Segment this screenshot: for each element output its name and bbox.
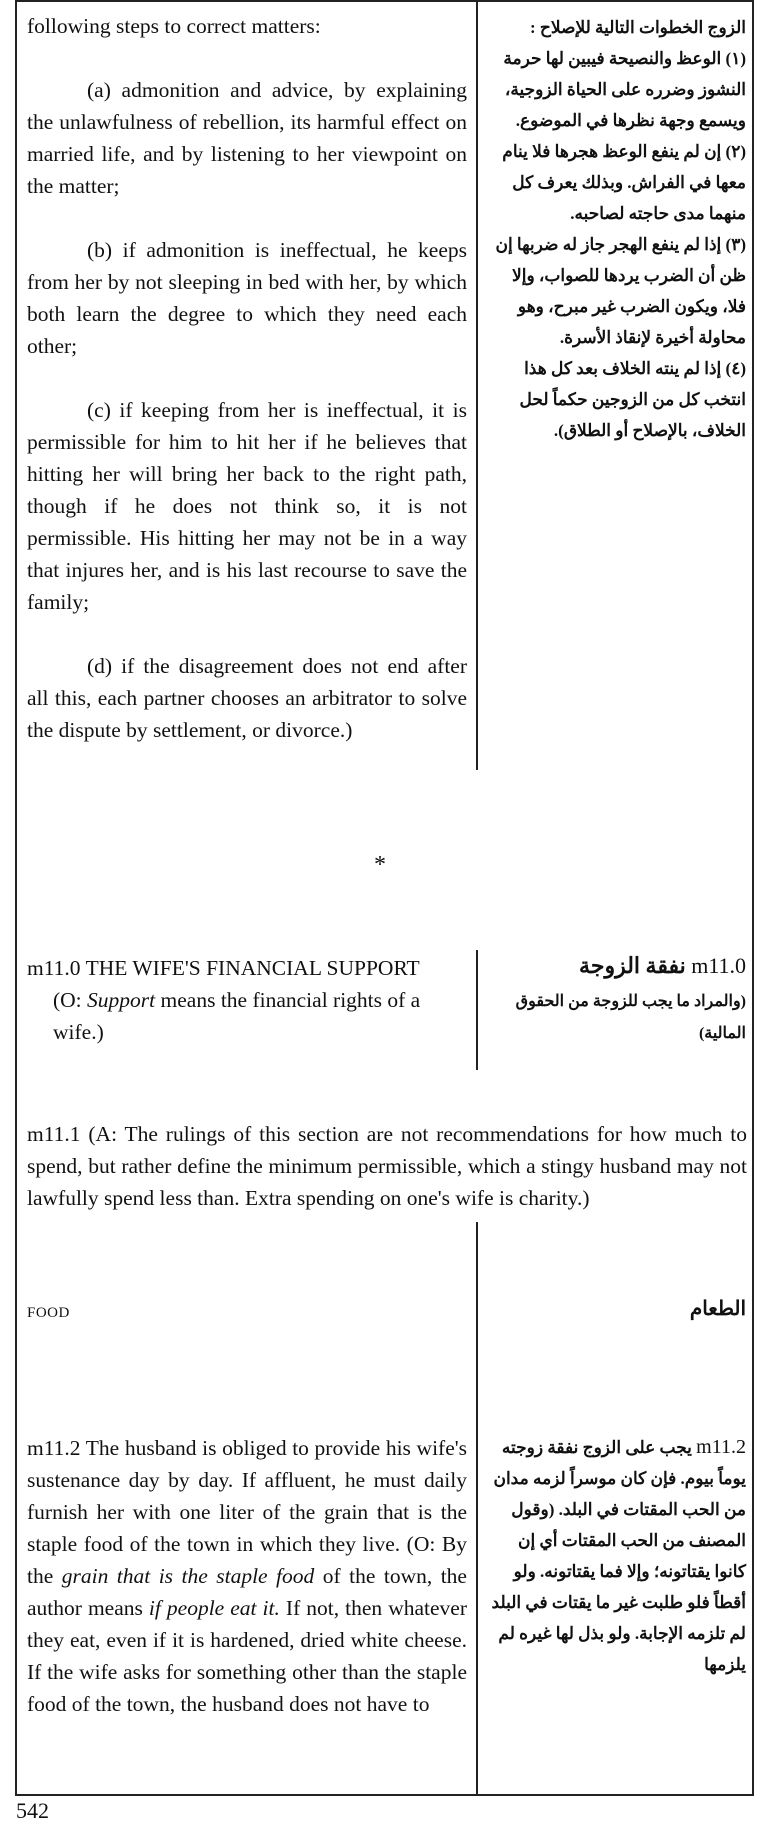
english-intro-line: following steps to correct matters: <box>27 14 321 38</box>
heading-title-english: THE WIFE'S FINANCIAL SUPPORT <box>85 956 420 980</box>
page-frame-right <box>752 0 754 1795</box>
heading-code-english: m11.0 <box>27 956 81 980</box>
section-heading-english <box>27 952 467 1048</box>
arabic-column-top <box>490 12 746 446</box>
heading-title-arabic: نفقة الزوجة <box>579 953 686 978</box>
arabic-step-3: (٣) إذا لم ينفع الهجر جاز له ضربها إن ظن أن الضرب يردها للصواب، وإلا فلا، ويكون الضرب غير مبرح، وهو محاولة أخيرة لإنقاذ الأسرة. <box>495 235 746 347</box>
column-divider-heading <box>476 950 478 1070</box>
arabic-step-2: (٢) إن لم ينفع الوعظ هجرها فلا ينام معها في الفراش. وبذلك يعرف كل منهما مدى حاجته لصاحبه. <box>502 142 746 223</box>
heading-note-italic: Support <box>87 988 156 1012</box>
ruling-m11-1: m11.1 (A: The rulings of this section are not recommendations for how much to spend, but rather define the minimum permissible, which a stingy husband may not lawfully spend less than. Extra spending on one's wife is charity.) <box>27 1122 747 1210</box>
heading-note-prefix: (O: <box>53 988 88 1012</box>
m11-2-text-b: of the town, the author means <box>27 1564 467 1620</box>
m11-2-text-c: If not, then whatever they eat, even if it is hardened, dried white cheese. If the wife asks for something other than the staple food of the town, the husband does not have to <box>27 1596 467 1716</box>
m11-2-text-a: m11.2 The husband is obliged to provide his wife's sustenance day by day. If affluent, he must daily furnish her with one liter of the grain that is the staple food of the town in which they live. (O: By the <box>27 1436 467 1588</box>
arabic-intro-line: الزوج الخطوات التالية للإصلاح : <box>530 18 746 37</box>
page-frame-left <box>15 0 17 1795</box>
heading-note-rest: means the financial rights of a wife.) <box>53 988 421 1044</box>
m11-2-arabic-text: يجب على الزوج نفقة زوجته يوماً بيوم. فإن كان موسراً لزمه مدان من الحب المقتات في البلد. (وقول المصنف من الحب المقتات أي إن كانوا يقتاتونه؛ وإلا فما يقتاتونه. ولو أقطاً فلو طلبت غير ما يقتات في البلد لم تلزمه الإجابة. ولو بذل لها غيره لم يلزمها <box>491 1438 746 1674</box>
food-heading-arabic: الطعام <box>689 1298 746 1320</box>
section-heading-arabic <box>490 950 746 1050</box>
arabic-step-4: (٤) إذا لم ينته الخلاف بعد كل هذا انتخب كل من الزوجين حكماً لحل الخلاف، بالإصلاح أو الطلاق). <box>519 359 746 440</box>
heading-code-arabic-side: m11.0 <box>691 953 746 978</box>
ruling-m11-2-arabic <box>490 1432 746 1680</box>
m11-2-italic-1: grain that is the staple food <box>61 1564 315 1588</box>
english-step-c: (c) if keeping from her is ineffectual, it is permissible for him to hit her if he believes that hitting her will bring her back to the right path, though if he does not think so, it is not permissible. His hitting her may not be in a way that injures her, and is his last recourse to save the family; <box>27 398 467 614</box>
arabic-step-1: (١) الوعظ والنصيحة فيبين لها حرمة النشوز وضرره على الحياة الزوجية، ويسمع وجهة نظرها في الموضوع. <box>503 49 746 130</box>
column-divider-top <box>476 0 478 770</box>
page-frame-bottom <box>15 1794 754 1796</box>
english-column-top <box>27 10 467 746</box>
page-number: 542 <box>16 1798 49 1823</box>
m11-2-italic-2: if people eat it. <box>148 1596 280 1620</box>
food-heading-english: FOOD <box>27 1305 70 1321</box>
column-divider-bottom <box>476 1222 478 1794</box>
english-step-a: (a) admonition and advice, by explaining the unlawfulness of rebellion, its harmful effect on married life, and by listening to her viewpoint on the matter; <box>27 78 467 198</box>
english-step-b: (b) if admonition is ineffectual, he keeps from her by not sleeping in bed with her, by which both learn the degree to which they need each other; <box>27 238 467 358</box>
heading-note-arabic: (والمراد ما يجب للزوجة من الحقوق المالية) <box>515 993 746 1042</box>
english-step-d: (d) if the disagreement does not end after all this, each partner chooses an arbitrator to solve the dispute by settlement, or divorce.) <box>27 654 467 742</box>
page-frame-top <box>15 0 754 2</box>
m11-2-code-arabic-side: m11.2 <box>696 1436 746 1458</box>
section-separator-star: * <box>374 852 386 878</box>
ruling-m11-2-english <box>27 1432 467 1720</box>
